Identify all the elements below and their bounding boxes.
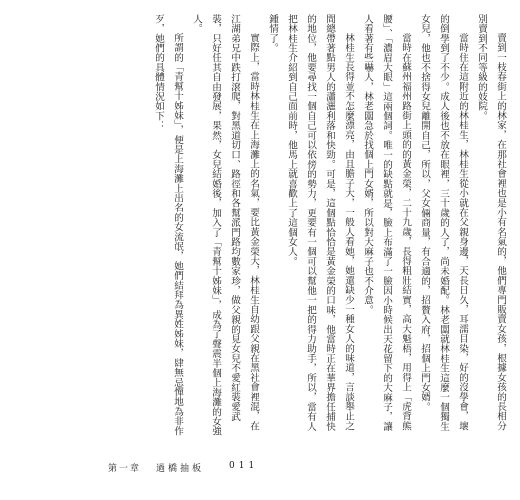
- chapter-label: 第一章: [108, 464, 142, 474]
- vertical-text-body: [98, 14, 510, 438]
- page-number: 011: [229, 461, 259, 471]
- chapter-title: 過橋抽板: [156, 464, 205, 474]
- paragraph: 賣到一枝春街上的林家，在那社會裡也是小有名氣的，他們專門販賣女孩，根據女孩的長相分別賣到不同等級的妓院。: [476, 14, 506, 431]
- paragraph: 實際上，當時林桂生在上海灘上的名氣，要比黃金榮大，林桂生自幼跟父親在黑社會裡混，在江湖弟兄中跌打滾爬，對黑道切口、路徑和各幫派門路均數家珍，做父親的見女兒不愛紅裝愛武裝，只好任其自由發展，果然，女兒結婚後，加入了「青幫十姊妹」，成為了聲震半個上海灘的女強人。: [191, 14, 259, 436]
- paragraph: 鍾情了。: [267, 14, 278, 53]
- paragraph: 當時住在這附近的林桂生，林桂生從小就在父親身邊，天長日久，耳濡目染，好的沒學會，壞的倒學到了不少。成人後也不放在眼裡，三十歲的人了，尚未婚配。林老闆就林桂生這麼一個獨生女兒，他也不捨得女兒離開自己，所以，父女倆商量，有合適的，招贅入府，招個上門女婿。: [419, 14, 468, 432]
- page-footer: [0, 460, 520, 478]
- paragraph: 所謂的「青幫十姊妹」，便是上海灘上出名的女流氓，她們結拜為異姓姊妹，肆無忌憚地為非作歹，她們的具體情況如下：: [153, 14, 183, 436]
- paragraph: 當時在蘇州福州路街上頭的的黃金榮，二十九歲，長得粗壯結實，高大魁梧，用得上「虎背熊腰」、「濃眉大眼」這兩個詞。唯一的缺點就是，臉上布滿了一臉因小時候出天花留下的大麻子，讓人看著有些嚇人，林老闆急於找個上門女婿，所以對大麻子也不介意。: [362, 14, 411, 432]
- paragraph: 林桂生長得並不怎麼漂亮，由且膽子大，一般人看她，她還缺少一種女人的味道，言談舉止之間總帶著點男人的瀟灑利落和快勁。可是，這個點恰恰是黃金榮的口味，他當時正在華界擔任捕快的地位，他要尋找一個自己可以依傍的勢力，更要有一個可以幫他一把的得力助手，所以，當有人把林桂生介紹到自己面前時，他馬上就喜歡上了這個女人。: [286, 14, 354, 432]
